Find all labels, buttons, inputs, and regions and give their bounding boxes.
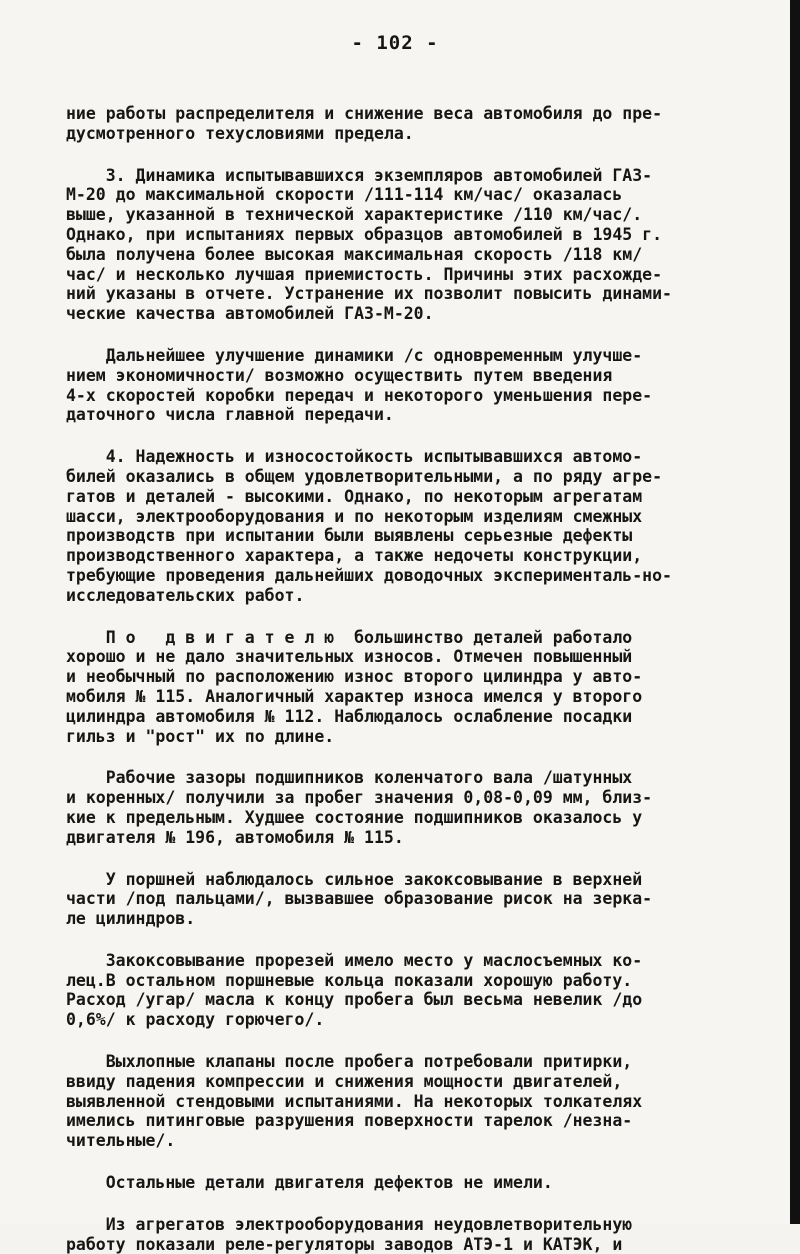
text-line: 4-х скоростей коробки передач и некоторого уменьшения пере- xyxy=(66,385,653,405)
text-line: ческие качества автомобилей ГАЗ-М-20. xyxy=(66,304,434,324)
text-line: части /под пальцами/, вызвавшее образование рисок на зерка- xyxy=(66,889,653,909)
text-line: билей оказались в общем удовлетворительными, а по ряду агре- xyxy=(66,466,663,486)
text-line: имелись питинговые разрушения поверхности тарелок /незна- xyxy=(66,1111,633,1131)
text-line: кие к предельным. Худшее состояние подшипников оказалось у xyxy=(66,807,643,827)
paragraph-10 xyxy=(66,1173,756,1193)
text-line: требующие проведения дальнейших доводочных эксперименталь-но- xyxy=(66,565,672,585)
text-line: 4. Надежность и износостойкость испытывавшихся автомо- xyxy=(66,447,643,467)
paragraph-8 xyxy=(66,951,756,1030)
text-line: У поршней наблюдалось сильное закоксовывание в верхней xyxy=(66,869,643,889)
paragraph-4 xyxy=(66,447,756,605)
page-number: - 102 - xyxy=(351,32,439,54)
paragraph-3 xyxy=(66,346,756,425)
paragraph-1 xyxy=(66,104,756,144)
text-line: была получена более высокая максимальная скорость /118 км/ xyxy=(66,244,643,264)
text-line: Остальные детали двигателя дефектов не имели. xyxy=(66,1173,553,1193)
paragraph-5 xyxy=(66,628,756,747)
text-line: М-20 до максимальной скорости /111-114 км/час/ оказалась xyxy=(66,185,623,205)
text-line: Однако, при испытаниях первых образцов автомобилей в 1945 г. xyxy=(66,224,663,244)
text-line: ний указаны в отчете. Устранение их позволит повысить динами- xyxy=(66,284,672,304)
text-line: производственного характера, а также недочеты конструкции, xyxy=(66,546,643,566)
text-line: нием экономичности/ возможно осуществить путем введения xyxy=(66,365,613,385)
text-line: ле цилиндров. xyxy=(66,909,196,929)
text-line: Дальнейшее улучшение динамики /с одновременным улучше- xyxy=(66,345,643,365)
text-line: мобиля № 115. Аналогичный характер износа имелся у второго xyxy=(66,686,643,706)
text-line: 0,6%/ к расходу горючего/. xyxy=(66,1010,325,1030)
paragraph-7 xyxy=(66,870,756,929)
text-line: 3. Динамика испытывавшихся экземпляров автомобилей ГАЗ- xyxy=(66,165,653,185)
text-line: хорошо и не дало значительных износов. Отмечен повышенный xyxy=(66,647,633,667)
paragraph-6 xyxy=(66,768,756,847)
text-line: цилиндра автомобиля № 112. Наблюдалось ослабление посадки xyxy=(66,706,633,726)
text-line: двигателя № 196, автомобиля № 115. xyxy=(66,827,404,847)
text-line: Из агрегатов электрооборудования неудовлетворительную xyxy=(66,1214,633,1234)
paragraph-11 xyxy=(66,1215,756,1254)
body-text xyxy=(66,104,756,1254)
text-line: выше, указанной в технической характеристике /110 км/час/. xyxy=(66,205,643,225)
paragraph-2 xyxy=(66,166,756,324)
text-line: лец.В остальном поршневые кольца показали хорошую работу. xyxy=(66,970,633,990)
text-line: Расход /угар/ масла к концу пробега был весьма невелик /до xyxy=(66,990,643,1010)
text-line: шасси, электрооборудования и по некоторым изделиям смежных xyxy=(66,506,643,526)
text-line: дусмотренного техусловиями предела. xyxy=(66,123,414,143)
text-line: даточного числа главной передачи. xyxy=(66,405,394,425)
text-line: гильз и "рост" их по длине. xyxy=(66,726,335,746)
text-line: выявленной стендовыми испытаниями. На некоторых толкателях xyxy=(66,1091,643,1111)
text-line: гатов и деталей - высокими. Однако, по некоторым агрегатам xyxy=(66,486,643,506)
text-line: час/ и несколько лучшая приемистость. Причины этих расхожде- xyxy=(66,264,663,284)
paragraph-9 xyxy=(66,1052,756,1151)
text-line: исследовательских работ. xyxy=(66,585,305,605)
text-line: ние работы распределителя и снижение веса автомобиля до пре- xyxy=(66,104,663,123)
text-line: и необычный по расположению износ второго цилиндра у авто- xyxy=(66,667,643,687)
text-line: производств при испытании были выявлены серьезные дефекты xyxy=(66,526,633,546)
text-line: и коренных/ получили за пробег значения 0,08-0,09 мм, близ- xyxy=(66,788,653,808)
text-line: Закоксовывание прорезей имело место у маслосъемных ко- xyxy=(66,950,643,970)
text-line: Выхлопные клапаны после пробега потребовали притирки, xyxy=(66,1052,633,1072)
text-line: работу показали реле-регуляторы заводов АТЭ-1 и КАТЭК, и xyxy=(66,1234,623,1254)
text-line: ввиду падения компрессии и снижения мощности двигателей, xyxy=(66,1071,623,1091)
text-line: чительные/. xyxy=(66,1131,176,1151)
text-line: П о д в и г а т е л ю большинство деталей работало xyxy=(66,627,633,647)
text-line: Рабочие зазоры подшипников коленчатого вала /шатунных xyxy=(66,768,633,788)
